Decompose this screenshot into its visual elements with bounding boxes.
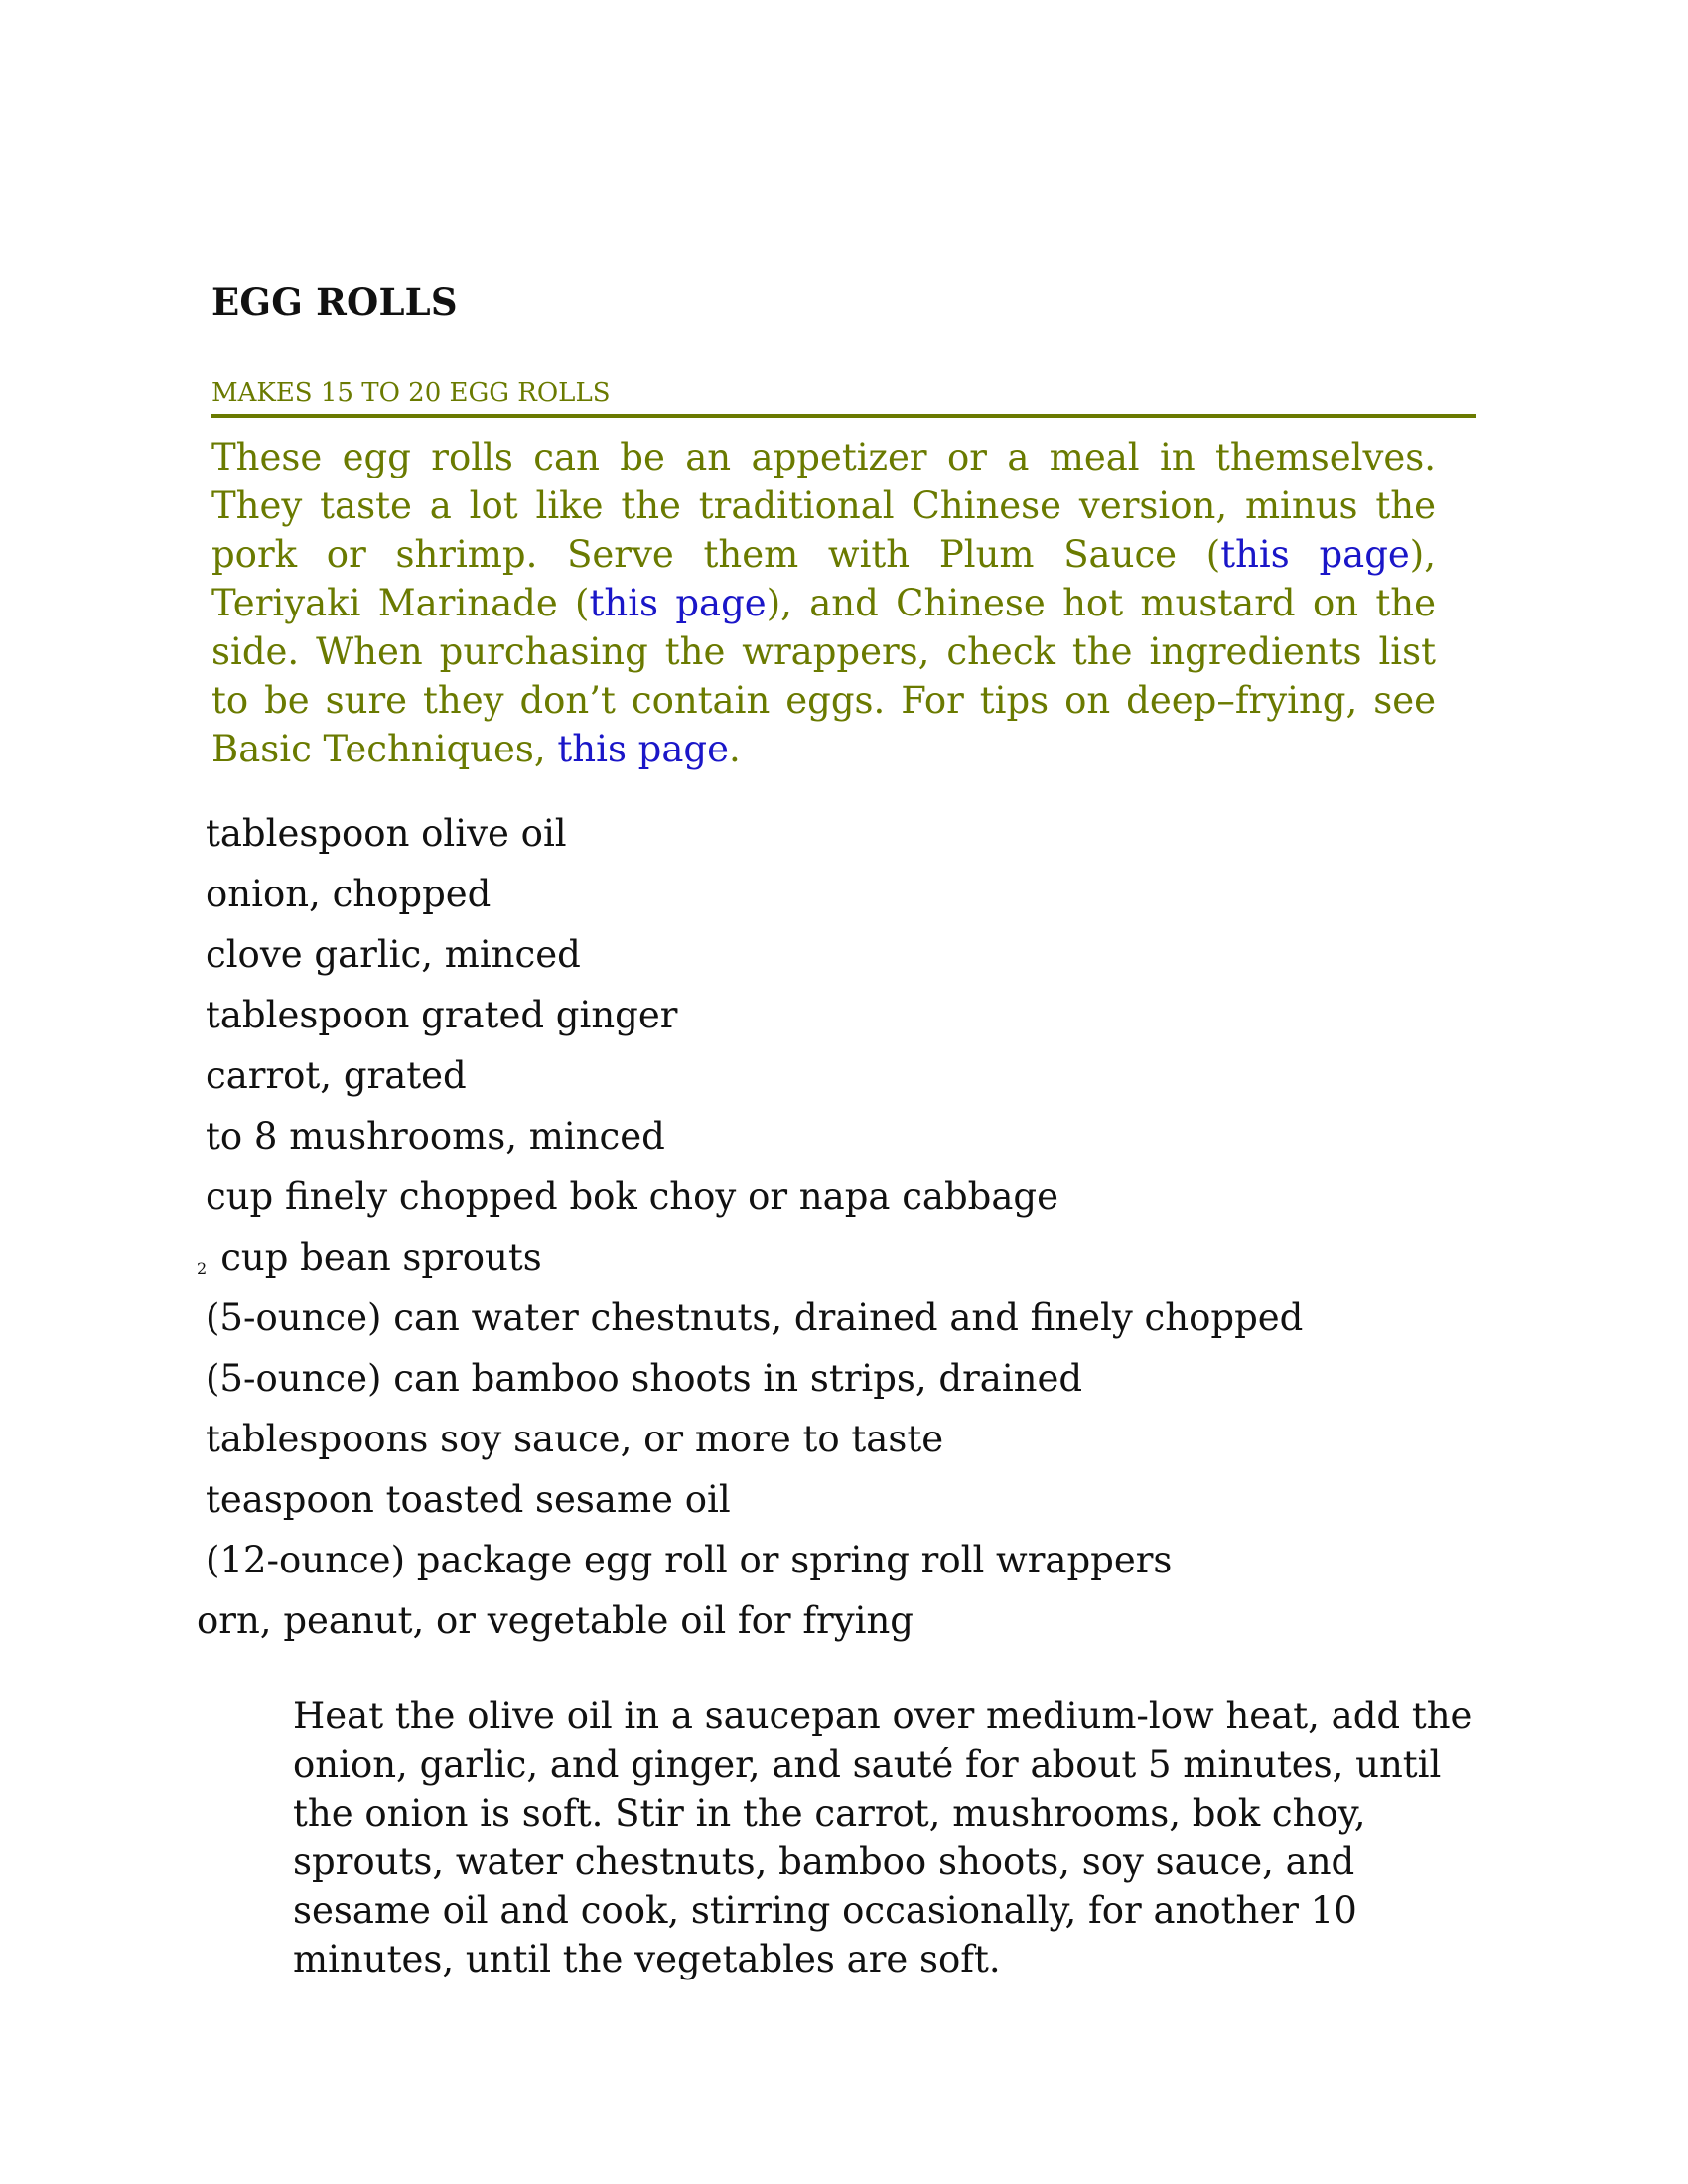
teriyaki-marinade-page-link[interactable]: this page	[589, 582, 767, 624]
method-step: Heat the olive oil in a saucepan over medium-low heat, add the onion, garlic, and ginger, and sauté for about 5 minutes, until the onion is soft. Stir in the carrot, mushrooms, bok choy, sprouts, water chestnuts, bamboo shoots, soy sauce, and sesame oil and cook, stirring occasionally, for another 10 minutes, until the vegetables are soft.	[293, 1695, 1473, 1980]
recipe-intro	[211, 433, 1436, 773]
ingredient-item: (12-ounce) package egg roll or spring roll wrappers	[206, 1539, 1173, 1581]
basic-techniques-page-link[interactable]: this page	[557, 728, 730, 770]
ingredient-item: tablespoons soy sauce, or more to taste	[206, 1418, 944, 1460]
intro-text-2: ), Teriyaki Marinade (	[211, 533, 1436, 624]
intro-text-1: These egg rolls can be an appetizer or a meal in themselves. They taste a lot like the traditional Chinese version, minus the pork or shrimp. Serve them with Plum Sauce (	[211, 436, 1436, 576]
ingredient-item: (5-ounce) can water chestnuts, drained and finely chopped	[206, 1297, 1304, 1339]
recipe-title: EGG ROLLS	[211, 280, 458, 324]
ingredient-item: onion, chopped	[206, 873, 492, 915]
ingredient-item: clove garlic, minced	[206, 933, 581, 976]
ingredient-item: orn, peanut, or vegetable oil for frying	[197, 1599, 914, 1642]
ingredient-item: carrot, grated	[206, 1054, 467, 1097]
recipe-yield: MAKES 15 TO 20 EGG ROLLS	[211, 378, 611, 408]
intro-text-4: .	[729, 728, 741, 770]
intro-text-3: ), and Chinese hot mustard on the side. When purchasing the wrappers, check the ingredients list to be sure they don’t contain eggs. For tips on deep–frying, see Basic Techniques,	[211, 582, 1436, 770]
ingredient-item: to 8 mushrooms, minced	[206, 1115, 665, 1158]
plum-sauce-page-link[interactable]: this page	[1220, 533, 1410, 576]
ingredient-item: (5-ounce) can bamboo shoots in strips, drained	[206, 1357, 1083, 1400]
fraction-fragment: 2	[197, 1259, 208, 1278]
ingredient-item: tablespoon olive oil	[206, 812, 567, 855]
ingredient-item: tablespoon grated ginger	[206, 994, 678, 1036]
ingredient-item	[197, 1233, 542, 1293]
ingredient-text: cup bean sprouts	[220, 1236, 542, 1279]
section-divider	[211, 414, 1476, 418]
ingredient-item: teaspoon toasted sesame oil	[206, 1478, 731, 1521]
ingredient-item: cup finely chopped bok choy or napa cabbage	[206, 1175, 1058, 1218]
